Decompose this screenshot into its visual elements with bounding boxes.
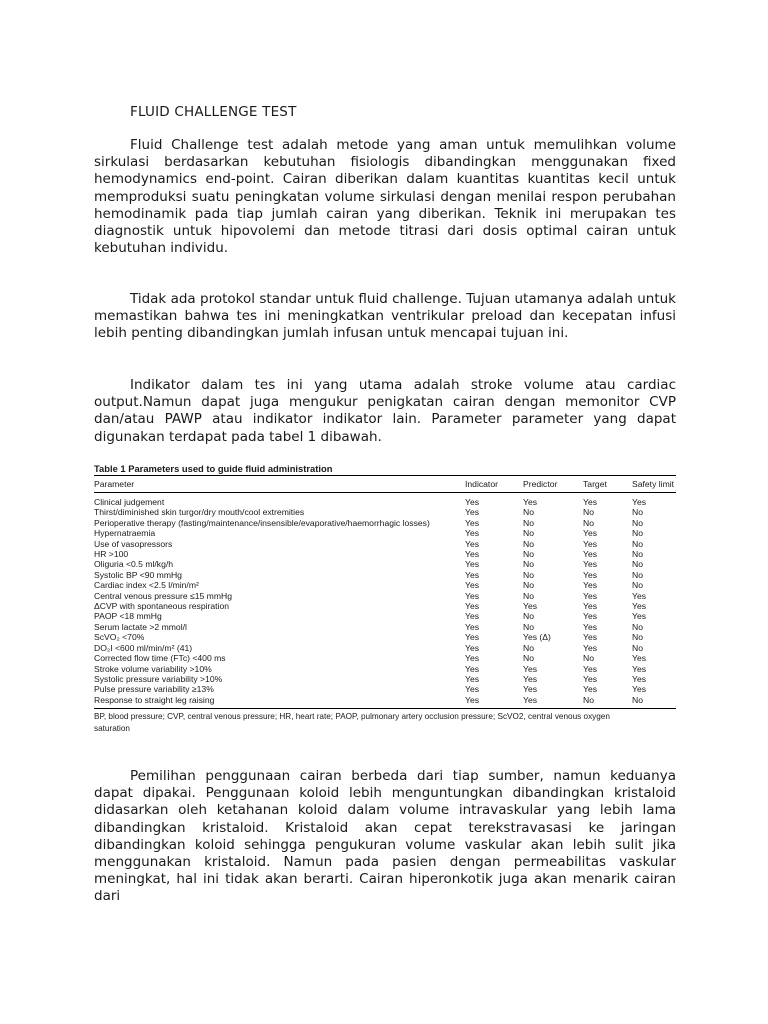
cell-parameter: DO₂I <600 ml/min/m² (41) <box>94 642 193 653</box>
cell-parameter: PAOP <18 mmHg <box>94 611 162 622</box>
cell-safety-limit: Yes <box>632 590 647 601</box>
table-row <box>94 493 676 507</box>
cell-parameter: Use of vasopressors <box>94 538 173 549</box>
cell-parameter: Systolic pressure variability >10% <box>94 673 223 684</box>
cell-predictor: Yes <box>523 497 538 507</box>
cell-predictor: No <box>523 642 534 653</box>
table-row <box>94 518 676 528</box>
cell-indicator: Yes <box>465 590 480 601</box>
cell-safety-limit: No <box>632 528 643 539</box>
cell-target: Yes <box>583 538 598 549</box>
cell-parameter: Cardiac index <2.5 l/min/m² <box>94 580 199 591</box>
table-row <box>94 664 676 674</box>
cell-indicator: Yes <box>465 684 480 695</box>
cell-predictor: No <box>523 569 534 580</box>
column-header-parameter: Parameter <box>94 478 135 489</box>
cell-indicator: Yes <box>465 580 480 591</box>
cell-safety-limit: No <box>632 517 643 528</box>
table-row <box>94 601 676 611</box>
cell-predictor: Yes (Δ) <box>523 632 551 643</box>
cell-parameter: Hypernatraemia <box>94 528 156 539</box>
cell-parameter: Systolic BP <90 mmHg <box>94 569 182 580</box>
cell-predictor: No <box>523 559 534 570</box>
cell-safety-limit: Yes <box>632 497 647 507</box>
cell-parameter: Pulse pressure variability ≥13% <box>94 684 214 695</box>
cell-parameter: Central venous pressure ≤15 mmHg <box>94 590 232 601</box>
cell-predictor: Yes <box>523 601 538 612</box>
cell-predictor: Yes <box>523 684 538 695</box>
table-row <box>94 539 676 549</box>
cell-indicator: Yes <box>465 497 480 507</box>
cell-target: Yes <box>583 590 598 601</box>
cell-indicator: Yes <box>465 611 480 622</box>
paragraph-intro: Fluid Challenge test adalah metode yang aman untuk memulihkan volume sirkulasi berdasarkan kebutuhan fisiologis dibandingkan menggunakan fixed hemodynamics end-point. Cairan diberikan dalam kuantitas kuantitas kecil untuk memproduksi suatu peningkatan volume sirkulasi dengan menilai respon perubahan hemodinamik pada tiap jumlah cairan yang diberikan. Teknik ini merupakan tes diagnostik untuk hipovolemi dan metode titrasi dari dosis optimal cairan untuk kebutuhan individu. <box>94 137 676 257</box>
paragraph-protocol: Tidak ada protokol standar untuk fluid challenge. Tujuan utamanya adalah untuk memastikan bahwa tes ini meningkatkan ventrikular preload dan kecepatan infusi lebih penting dibandingkan jumlah infusan untuk mencapai tujuan ini. <box>94 291 676 342</box>
cell-target: Yes <box>583 580 598 591</box>
cell-parameter: Response to straight leg raising <box>94 694 215 705</box>
table-footnote-line: BP, blood pressure; CVP, central venous pressure; HR, heart rate; PAOP, pulmonary artery occlusion pressure; ScVO2, central venous oxygen <box>94 712 610 722</box>
cell-target: No <box>583 517 594 528</box>
cell-parameter: Oliguria <0.5 ml/kg/h <box>94 559 174 570</box>
cell-safety-limit: No <box>632 621 643 632</box>
table-footnote-line: saturation <box>94 723 130 733</box>
cell-parameter: Clinical judgement <box>94 497 165 507</box>
cell-predictor: Yes <box>523 673 538 684</box>
cell-indicator: Yes <box>465 642 480 653</box>
table-body <box>94 493 676 708</box>
cell-predictor: Yes <box>523 694 538 705</box>
cell-safety-limit: Yes <box>632 601 647 612</box>
cell-target: Yes <box>583 642 598 653</box>
cell-parameter: Corrected flow time (FTc) <400 ms <box>94 653 226 664</box>
cell-safety-limit: Yes <box>632 663 647 674</box>
cell-predictor: No <box>523 621 534 632</box>
cell-predictor: No <box>523 528 534 539</box>
table-row <box>94 591 676 601</box>
cell-target: Yes <box>583 528 598 539</box>
cell-predictor: Yes <box>523 663 538 674</box>
cell-safety-limit: No <box>632 507 643 518</box>
table-row <box>94 643 676 653</box>
cell-predictor: No <box>523 590 534 601</box>
cell-safety-limit: No <box>632 549 643 560</box>
cell-parameter: Stroke volume variability >10% <box>94 663 212 674</box>
cell-target: Yes <box>583 601 598 612</box>
cell-indicator: Yes <box>465 601 480 612</box>
paragraph-indicators: Indikator dalam tes ini yang utama adalah stroke volume atau cardiac output.Namun dapat juga mengukur penigkatan cairan dengan memonitor CVP dan/atau PAWP atau indikator indikator lain. Parameter parameter yang dapat digunakan terdapat pada tabel 1 dibawah. <box>94 377 676 445</box>
table-row <box>94 653 676 663</box>
table-row <box>94 559 676 569</box>
cell-safety-limit: Yes <box>632 684 647 695</box>
column-header-indicator: Indicator <box>465 478 498 489</box>
table-row <box>94 611 676 621</box>
cell-indicator: Yes <box>465 559 480 570</box>
table-row <box>94 632 676 642</box>
cell-safety-limit: Yes <box>632 673 647 684</box>
cell-target: Yes <box>583 569 598 580</box>
cell-indicator: Yes <box>465 653 480 664</box>
cell-safety-limit: No <box>632 559 643 570</box>
cell-parameter: Serum lactate >2 mmol/l <box>94 621 187 632</box>
cell-safety-limit: Yes <box>632 611 647 622</box>
cell-target: Yes <box>583 497 598 507</box>
cell-predictor: No <box>523 507 534 518</box>
cell-target: Yes <box>583 684 598 695</box>
cell-predictor: No <box>523 549 534 560</box>
table-row <box>94 507 676 517</box>
cell-target: No <box>583 507 594 518</box>
cell-safety-limit: No <box>632 642 643 653</box>
table-row <box>94 684 676 694</box>
parameters-table-figure <box>94 462 676 734</box>
cell-safety-limit: No <box>632 538 643 549</box>
paragraph-fluid-choice: Pemilihan penggunaan cairan berbeda dari tiap sumber, namun keduanya dapat dipakai. Penggunaan koloid lebih menguntungkan dibandingkan kristaloid didasarkan oleh ketahanan koloid dalam volume intravaskular yang lebih lama dibandingkan kristaloid. Kristaloid akan cepat terekstravasasi ke jaringan dibandingkan koloid sehingga pengukuran volume vaskular akan lebih sulit jika menggunakan kristaloid. Namun pada pasien dengan permeabilitas vaskular meningkat, hal ini tidak akan berarti. Cairan hiperonkotik juga akan menarik cairan dari <box>94 768 676 905</box>
column-header-target: Target <box>583 478 607 489</box>
cell-safety-limit: No <box>632 694 643 705</box>
table-header-row <box>94 476 676 493</box>
cell-predictor: No <box>523 653 534 664</box>
table-row <box>94 695 676 708</box>
cell-target: No <box>583 694 594 705</box>
cell-target: No <box>583 653 594 664</box>
cell-indicator: Yes <box>465 517 480 528</box>
parameters-table <box>94 476 676 708</box>
cell-parameter: HR >100 <box>94 549 129 560</box>
cell-target: Yes <box>583 632 598 643</box>
cell-indicator: Yes <box>465 632 480 643</box>
table-row <box>94 674 676 684</box>
cell-target: Yes <box>583 663 598 674</box>
table-footnote <box>94 709 676 734</box>
cell-parameter: ΔCVP with spontaneous respiration <box>94 601 230 612</box>
cell-indicator: Yes <box>465 569 480 580</box>
cell-target: Yes <box>583 673 598 684</box>
cell-predictor: No <box>523 580 534 591</box>
cell-predictor: No <box>523 517 534 528</box>
cell-safety-limit: No <box>632 569 643 580</box>
cell-parameter: Thirst/diminished skin turgor/dry mouth/cool extremities <box>94 507 305 518</box>
cell-predictor: No <box>523 538 534 549</box>
cell-indicator: Yes <box>465 549 480 560</box>
cell-target: Yes <box>583 611 598 622</box>
cell-safety-limit: No <box>632 580 643 591</box>
column-header-safety-limit: Safety limit <box>632 478 675 489</box>
table-row <box>94 622 676 632</box>
table-row <box>94 570 676 580</box>
document-title: FLUID CHALLENGE TEST <box>130 104 297 120</box>
cell-indicator: Yes <box>465 538 480 549</box>
cell-parameter: Perioperative therapy (fasting/maintenance/insensible/evaporative/haemorrhagic losses) <box>94 517 430 528</box>
cell-parameter: ScVO₂ <70% <box>94 632 145 643</box>
cell-indicator: Yes <box>465 528 480 539</box>
cell-target: Yes <box>583 549 598 560</box>
cell-indicator: Yes <box>465 621 480 632</box>
cell-safety-limit: No <box>632 632 643 643</box>
table-row <box>94 528 676 538</box>
table-header <box>94 476 676 493</box>
cell-indicator: Yes <box>465 663 480 674</box>
cell-target: Yes <box>583 621 598 632</box>
table-row <box>94 580 676 590</box>
cell-indicator: Yes <box>465 507 480 518</box>
table-row <box>94 549 676 559</box>
cell-target: Yes <box>583 559 598 570</box>
column-header-predictor: Predictor <box>523 478 558 489</box>
table-caption: Table 1 Parameters used to guide fluid administration <box>94 463 333 474</box>
cell-predictor: No <box>523 611 534 622</box>
cell-indicator: Yes <box>465 673 480 684</box>
cell-safety-limit: Yes <box>632 653 647 664</box>
cell-indicator: Yes <box>465 694 480 705</box>
